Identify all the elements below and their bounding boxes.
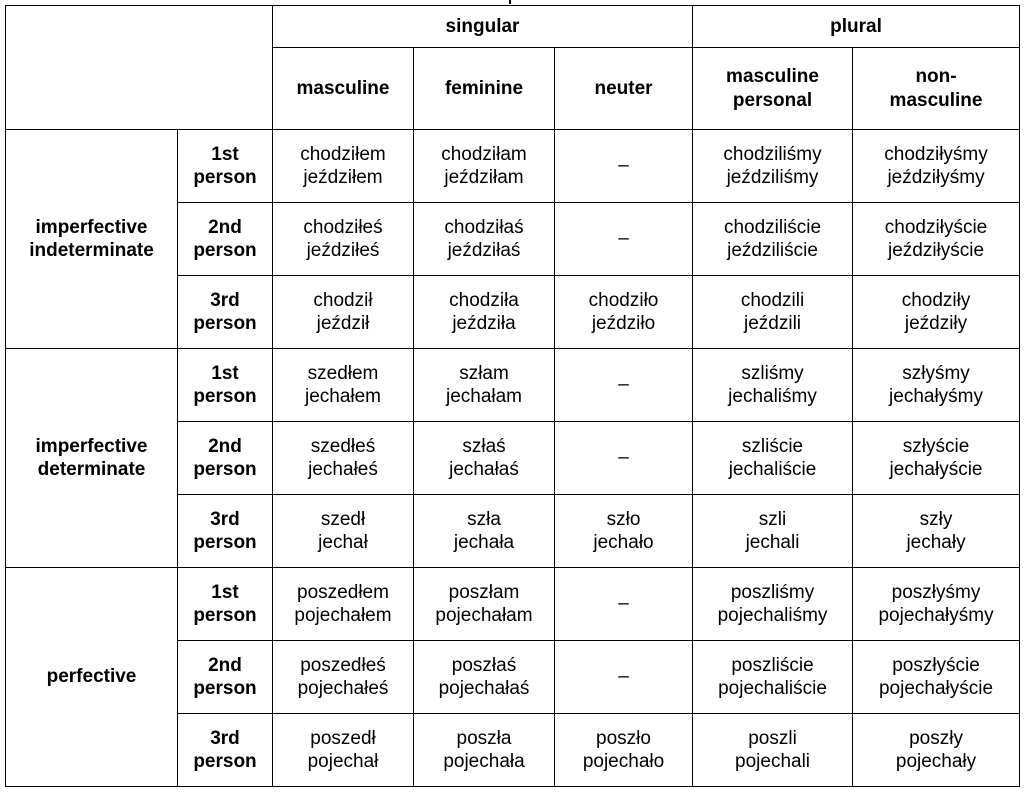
verb-form-cell bbox=[273, 130, 414, 203]
table-row bbox=[6, 349, 1020, 422]
verb-form-cell bbox=[273, 641, 414, 714]
verb-form: szły bbox=[919, 508, 953, 530]
verb-form: jechaliśmy bbox=[728, 386, 817, 407]
verb-form: jechali bbox=[745, 532, 800, 553]
verb-form: – bbox=[618, 447, 629, 469]
aspect-label-line1: perfective bbox=[46, 666, 137, 688]
person-number: 2nd bbox=[208, 216, 242, 238]
verb-form: jechałeś bbox=[308, 459, 378, 480]
verb-form-cell bbox=[273, 349, 414, 422]
person-number: 1st bbox=[211, 581, 239, 603]
verb-form: szłyście bbox=[902, 435, 970, 457]
verb-form-cell bbox=[273, 276, 414, 349]
person-word: person bbox=[193, 240, 257, 261]
verb-form-cell bbox=[693, 714, 853, 787]
verb-form-cell bbox=[414, 276, 555, 349]
verb-form: szedłem bbox=[307, 362, 379, 384]
verb-form: jeździłyście bbox=[887, 240, 985, 261]
verb-form: chodziła bbox=[449, 289, 519, 311]
verb-form: poszła bbox=[456, 727, 512, 749]
person-label bbox=[178, 641, 273, 714]
verb-form: chodziliśmy bbox=[723, 143, 822, 165]
person-label bbox=[178, 495, 273, 568]
verb-form: poszły bbox=[909, 727, 963, 749]
verb-form-cell bbox=[853, 276, 1020, 349]
person-word: person bbox=[193, 167, 257, 188]
verb-form-cell bbox=[853, 641, 1020, 714]
header-gender-line2: masculine bbox=[889, 89, 983, 111]
verb-form-cell bbox=[853, 203, 1020, 276]
verb-form-cell bbox=[414, 714, 555, 787]
verb-form: jeździłeś bbox=[306, 240, 380, 261]
person-label bbox=[178, 276, 273, 349]
verb-form-cell bbox=[414, 349, 555, 422]
verb-form: szła bbox=[467, 508, 501, 530]
verb-form: – bbox=[618, 593, 629, 615]
verb-form: poszedłem bbox=[297, 581, 389, 603]
verb-form: poszliśmy bbox=[730, 581, 815, 603]
verb-form: jeździliście bbox=[727, 240, 818, 261]
person-number: 3rd bbox=[210, 727, 240, 749]
verb-form: chodziło bbox=[588, 289, 659, 311]
verb-form: chodziłyście bbox=[884, 216, 988, 238]
person-word: person bbox=[193, 532, 257, 553]
person-label bbox=[178, 568, 273, 641]
verb-form: pojechałem bbox=[294, 605, 392, 626]
header-gender-cell bbox=[273, 48, 414, 130]
verb-form: jechałem bbox=[304, 386, 382, 407]
verb-form: – bbox=[618, 666, 629, 688]
verb-form-cell bbox=[853, 495, 1020, 568]
verb-form-cell bbox=[414, 203, 555, 276]
person-word: person bbox=[193, 678, 257, 699]
header-gender-line1: feminine bbox=[444, 77, 524, 99]
person-word: person bbox=[193, 313, 257, 334]
verb-form: szliście bbox=[741, 435, 804, 457]
table-row bbox=[6, 568, 1020, 641]
verb-form: pojechało bbox=[582, 751, 665, 772]
verb-form-cell bbox=[555, 714, 693, 787]
verb-form: jechałaś bbox=[449, 459, 519, 480]
verb-form-cell bbox=[273, 714, 414, 787]
header-gender-line1: masculine bbox=[726, 66, 819, 87]
person-number: 2nd bbox=[208, 435, 242, 457]
verb-form-cell bbox=[693, 130, 853, 203]
aspect-label-line1: imperfective bbox=[35, 435, 148, 457]
person-label bbox=[178, 422, 273, 495]
aspect-label-line1: imperfective bbox=[35, 216, 148, 238]
person-number: 1st bbox=[211, 362, 239, 384]
verb-form-cell bbox=[555, 422, 693, 495]
verb-form-cell bbox=[853, 714, 1020, 787]
verb-form: poszedł bbox=[310, 727, 376, 749]
verb-form-cell bbox=[555, 568, 693, 641]
verb-form: pojechałaś bbox=[438, 678, 530, 699]
verb-form: pojechali bbox=[735, 751, 811, 772]
verb-form: jeździłyśmy bbox=[887, 167, 985, 188]
verb-form-cell bbox=[693, 276, 853, 349]
verb-form: szłam bbox=[459, 362, 509, 384]
verb-form: pojechałyście bbox=[878, 678, 994, 699]
verb-form: chodziliście bbox=[723, 216, 822, 238]
verb-form-cell bbox=[273, 495, 414, 568]
verb-form: pojechałyśmy bbox=[878, 605, 994, 626]
verb-form: poszłam bbox=[448, 581, 520, 603]
verb-form-cell bbox=[693, 568, 853, 641]
person-word: person bbox=[193, 386, 257, 407]
verb-form-cell bbox=[693, 641, 853, 714]
verb-form: jechałam bbox=[445, 386, 523, 407]
header-gender-line1: masculine bbox=[296, 77, 390, 99]
conjugation-table bbox=[5, 5, 1020, 787]
verb-form-cell bbox=[555, 495, 693, 568]
person-word: person bbox=[193, 751, 257, 772]
verb-form: szli bbox=[758, 508, 787, 530]
verb-form-cell bbox=[414, 495, 555, 568]
verb-form-cell bbox=[555, 130, 693, 203]
aspect-label bbox=[6, 349, 178, 568]
verb-form: chodził bbox=[313, 289, 373, 311]
verb-form: pojechaliśmy bbox=[717, 605, 828, 626]
verb-form: jechał bbox=[318, 532, 368, 553]
person-number: 1st bbox=[211, 143, 239, 165]
verb-form: poszli bbox=[748, 727, 797, 749]
verb-form: poszłyśmy bbox=[891, 581, 981, 603]
top-edge-mark bbox=[509, 0, 511, 4]
verb-form: pojechałam bbox=[435, 605, 533, 626]
verb-form: jeździli bbox=[744, 313, 802, 334]
verb-form-cell bbox=[555, 276, 693, 349]
verb-form: poszłyście bbox=[892, 654, 980, 676]
verb-form: pojechały bbox=[895, 751, 977, 772]
verb-form: szedłeś bbox=[310, 435, 376, 457]
person-word: person bbox=[193, 459, 257, 480]
header-row-number bbox=[6, 6, 1020, 48]
verb-form: jeździła bbox=[452, 313, 516, 334]
person-number: 3rd bbox=[210, 289, 240, 311]
header-gender-line2: personal bbox=[732, 89, 813, 111]
header-gender-cell bbox=[853, 48, 1020, 130]
header-plural: plural bbox=[693, 6, 1020, 48]
corner-cell bbox=[6, 6, 273, 130]
verb-form-cell bbox=[414, 641, 555, 714]
verb-form: jeździły bbox=[904, 313, 968, 334]
verb-form-cell bbox=[414, 422, 555, 495]
aspect-label bbox=[6, 130, 178, 349]
verb-form: jeździłam bbox=[444, 167, 524, 188]
header-gender-cell bbox=[693, 48, 853, 130]
header-gender-line1: neuter bbox=[594, 77, 653, 99]
verb-form-cell bbox=[414, 130, 555, 203]
person-number: 2nd bbox=[208, 654, 242, 676]
verb-form-cell bbox=[693, 495, 853, 568]
verb-form: jechałyście bbox=[889, 459, 983, 480]
header-gender-line1: non- bbox=[915, 66, 957, 87]
table-body bbox=[6, 130, 1020, 787]
verb-form-cell bbox=[555, 641, 693, 714]
verb-form: jechała bbox=[453, 532, 515, 553]
verb-form: szedł bbox=[320, 508, 366, 530]
verb-form: poszłaś bbox=[451, 654, 517, 676]
person-label bbox=[178, 203, 273, 276]
verb-form-cell bbox=[853, 130, 1020, 203]
verb-form: – bbox=[618, 374, 629, 396]
verb-form: jechało bbox=[593, 532, 654, 553]
verb-form: jechałyśmy bbox=[889, 386, 984, 407]
verb-form: szło bbox=[606, 508, 641, 530]
verb-form: jeździliśmy bbox=[726, 167, 819, 188]
verb-form: jeździło bbox=[591, 313, 656, 334]
verb-form-cell bbox=[414, 568, 555, 641]
verb-form: jechały bbox=[906, 532, 966, 553]
verb-form: – bbox=[618, 155, 629, 177]
verb-form: – bbox=[618, 228, 629, 250]
person-number: 3rd bbox=[210, 508, 240, 530]
verb-form-cell bbox=[273, 568, 414, 641]
aspect-label-line2: determinate bbox=[37, 459, 146, 480]
verb-form-cell bbox=[693, 422, 853, 495]
verb-form-cell bbox=[273, 203, 414, 276]
verb-form: szłyśmy bbox=[902, 362, 970, 384]
verb-form: poszliście bbox=[731, 654, 814, 676]
table-row bbox=[6, 130, 1020, 203]
verb-form: pojechała bbox=[443, 751, 525, 772]
person-label bbox=[178, 130, 273, 203]
verb-form-cell bbox=[555, 203, 693, 276]
verb-form-cell bbox=[555, 349, 693, 422]
aspect-label-line2: indeterminate bbox=[29, 240, 154, 261]
verb-form-cell bbox=[853, 568, 1020, 641]
verb-form: chodziłeś bbox=[303, 216, 383, 238]
verb-form: chodziłaś bbox=[444, 216, 524, 238]
verb-form: chodziłem bbox=[300, 143, 386, 165]
verb-form: chodziłam bbox=[441, 143, 527, 165]
header-gender-cell bbox=[414, 48, 555, 130]
header-gender-cell bbox=[555, 48, 693, 130]
verb-form: poszło bbox=[596, 727, 651, 749]
verb-form: szłaś bbox=[462, 435, 506, 457]
verb-form: chodzili bbox=[740, 289, 805, 311]
aspect-label bbox=[6, 568, 178, 787]
verb-form-cell bbox=[853, 422, 1020, 495]
verb-form-cell bbox=[273, 422, 414, 495]
verb-form: pojechałeś bbox=[297, 678, 389, 699]
verb-form: chodziły bbox=[901, 289, 971, 311]
verb-form: poszedłeś bbox=[300, 654, 386, 676]
verb-form: jeździłaś bbox=[447, 240, 521, 261]
verb-form-cell bbox=[853, 349, 1020, 422]
header-singular: singular bbox=[273, 6, 693, 48]
verb-form: szliśmy bbox=[741, 362, 804, 384]
person-label bbox=[178, 714, 273, 787]
verb-form-cell bbox=[693, 349, 853, 422]
person-word: person bbox=[193, 605, 257, 626]
verb-form-cell bbox=[693, 203, 853, 276]
verb-form: chodziłyśmy bbox=[884, 143, 988, 165]
verb-form: jechaliście bbox=[728, 459, 817, 480]
person-label bbox=[178, 349, 273, 422]
verb-form: pojechaliście bbox=[718, 678, 827, 699]
verb-form: pojechał bbox=[307, 751, 379, 772]
verb-form: jeździł bbox=[316, 313, 370, 334]
verb-form: jeździłem bbox=[303, 167, 383, 188]
